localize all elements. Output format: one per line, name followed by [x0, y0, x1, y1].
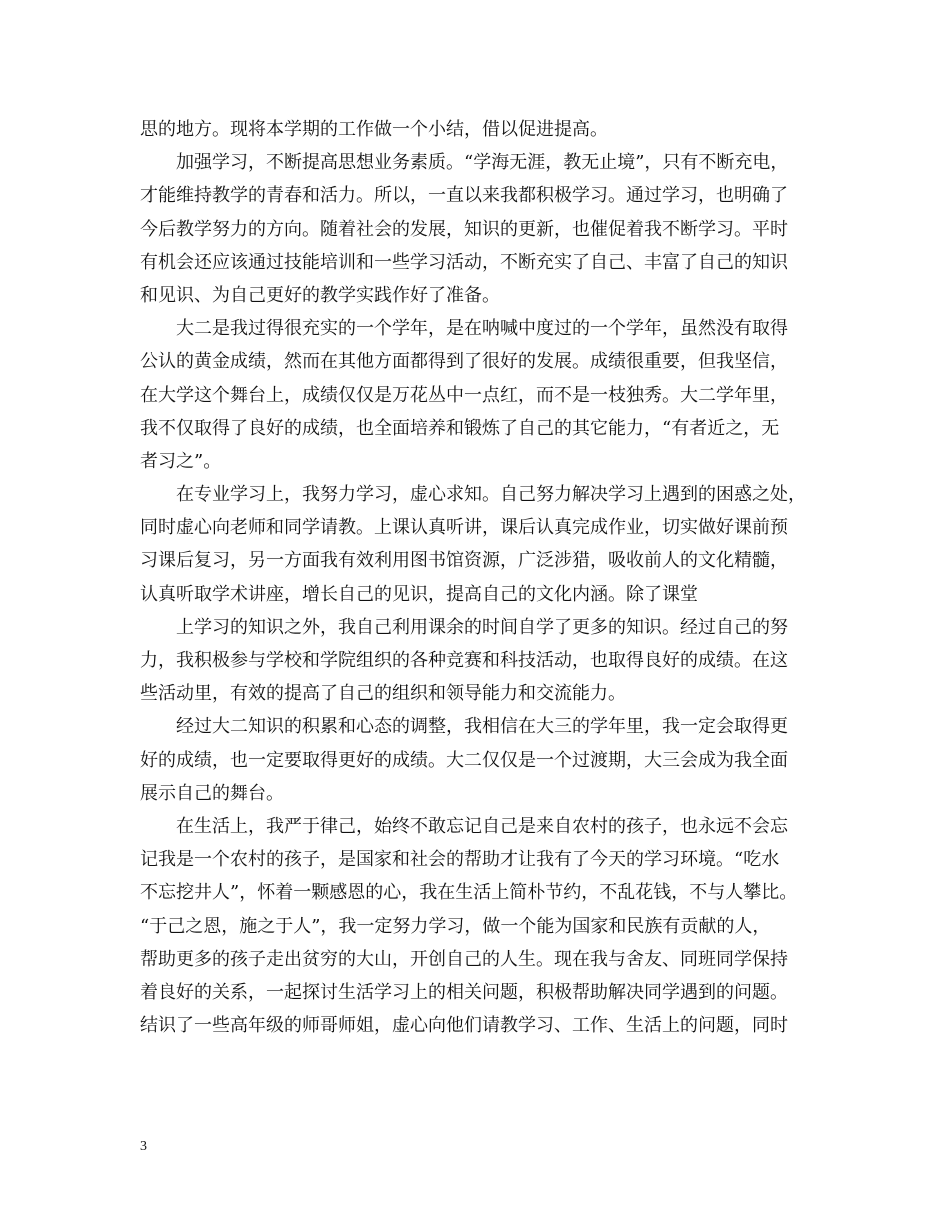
text-line: 大二是我过得很充实的一个学年，是在呐喊中度过的一个学年，虽然没有取得	[176, 318, 788, 340]
text-line: 才能维持教学的青春和活力。所以，一直以来我都积极学习。通过学习，也明确了	[140, 185, 788, 207]
text-line: 力，我积极参与学校和学院组织的各种竞赛和科技活动，也取得良好的成绩。在这	[140, 650, 788, 671]
text-line: 同时虚心向老师和同学请教。上课认真听讲，课后认真完成作业，切实做好课前预	[140, 517, 788, 539]
text-line: 和见识、为自己更好的教学实践作好了准备。	[140, 284, 500, 306]
text-line: 记我是一个农村的孩子，是国家和社会的帮助才让我有了今天的学习环境。“吃水	[140, 849, 780, 871]
text-line: 不忘挖井人”，怀着一颗感恩的心，我在生活上简朴节约，不乱花钱，不与人攀比。	[140, 882, 798, 904]
text-line: 在生活上，我严于律己，始终不敢忘记自己是来自农村的孩子，也永远不会忘	[176, 815, 788, 837]
text-line: 帮助更多的孩子走出贫穷的大山，开创自己的人生。现在我与舍友、同班同学保持	[140, 948, 788, 970]
text-line: “于己之恩，施之于人”，我一定努力学习，做一个能为国家和民族有贡献的人，	[140, 915, 771, 937]
text-line: 思的地方。现将本学期的工作做一个小结，借以促进提高。	[140, 119, 608, 140]
text-line: 加强学习，不断提高思想业务素质。“学海无涯，教无止境”，只有不断充电，	[176, 152, 789, 174]
page-number: 3	[140, 1139, 147, 1154]
text-line: 公认的黄金成绩，然而在其他方面都得到了很好的发展。成绩很重要，但我坚信，	[140, 351, 788, 373]
text-line: 有机会还应该通过技能培训和一些学习活动，不断充实了自己、丰富了自己的知识	[140, 251, 788, 273]
text-line: 认真听取学术讲座，增长自己的见识，提高自己的文化内涵。除了课堂	[140, 583, 698, 605]
text-line: 今后教学努力的方向。随着社会的发展，知识的更新，也催促着我不断学习。平时	[140, 218, 788, 240]
text-line: 些活动里，有效的提高了自己的组织和领导能力和交流能力。	[140, 683, 626, 705]
text-line: 好的成绩，也一定要取得更好的成绩。大二仅仅是一个过渡期，大三会成为我全面	[140, 749, 788, 771]
text-line: 上学习的知识之外，我自己利用课余的时间自学了更多的知识。经过自己的努	[176, 616, 788, 638]
text-line: 我不仅取得了良好的成绩，也全面培养和锻炼了自己的其它能力，“有者近之，无	[140, 417, 780, 439]
body-text	[140, 113, 822, 1042]
text-line: 习课后复习，另一方面我有效利用图书馆资源，广泛涉猎，吸收前人的文化精髓，	[140, 550, 788, 572]
text-line: 经过大二知识的积累和心态的调整，我相信在大三的学年里，我一定会取得更	[176, 716, 788, 738]
text-line: 在专业学习上，我努力学习，虚心求知。自己努力解决学习上遇到的困惑之处，	[176, 484, 806, 506]
text-line: 结识了一些高年级的师哥师姐，虚心向他们请教学习、工作、生活上的问题，同时	[140, 1015, 788, 1037]
text-line: 着良好的关系，一起探讨生活学习上的相关问题，积极帮助解决同学遇到的问题。	[140, 981, 788, 1003]
text-line: 展示自己的舞台。	[140, 782, 284, 804]
text-line: 在大学这个舞台上，成绩仅仅是万花丛中一点红，而不是一枝独秀。大二学年里，	[140, 384, 788, 406]
text-line: 者习之”。	[140, 450, 222, 472]
